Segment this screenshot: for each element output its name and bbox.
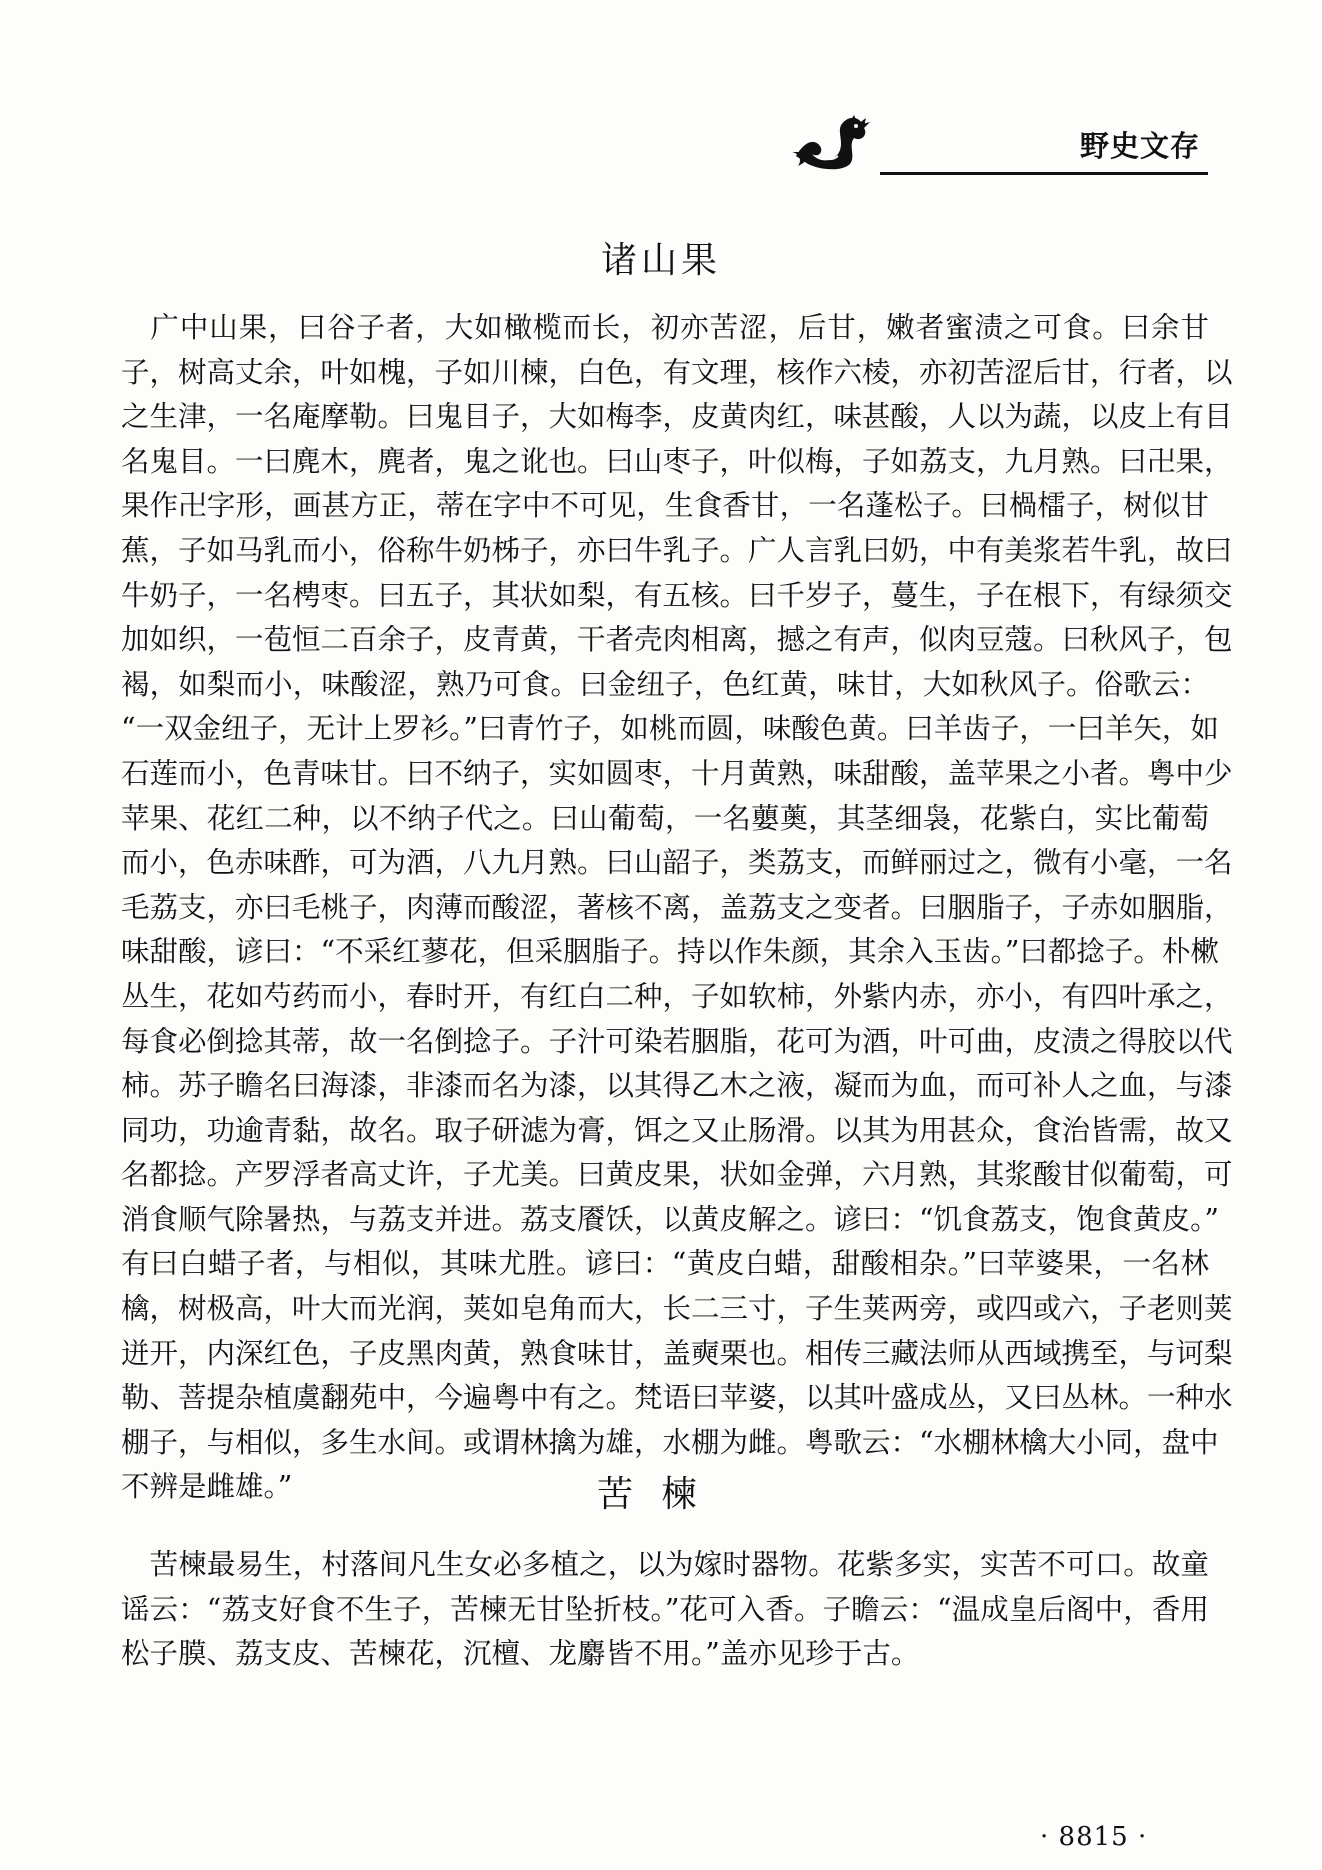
text-line: 味甜酸，谚曰：“不采红蓼花，但采胭脂子。持以作朱颜，其余入玉齿。”曰都捻子。朴樕: [121, 935, 1219, 969]
text-line: 之生津，一名庵摩勒。曰鬼目子，大如梅李，皮黄肉红，味甚酸，人以为蔬，以皮上有目: [121, 400, 1233, 434]
text-line: 加如织，一苞恒二百余子，皮青黄，干者壳肉相离，撼之有声，似肉豆蔻。曰秋风子，包: [121, 623, 1233, 657]
section-title: 诸山果: [600, 240, 721, 281]
text-line: 果作卍字形，画甚方正，蒂在字中不可见，生食香甘，一名蓬松子。曰楇檑子，树似甘: [121, 489, 1209, 523]
text-line: 檎，树极高，叶大而光润，荚如皂角而大，长二三寸，子生荚两旁，或四或六，子老则荚: [121, 1292, 1233, 1326]
text-line: 迸开，内深红色，子皮黑肉黄，熟食味甘，盖奭栗也。相传三藏法师从西域携至，与诃梨: [121, 1336, 1233, 1370]
text-line: 谣云：“荔支好食不生子，苦楝无甘坠折枝。”花可入香。子瞻云：“温成皇后阁中，香用: [121, 1592, 1209, 1626]
page-number: · 8815 ·: [1040, 1822, 1148, 1852]
text-line: 有曰白蜡子者，与相似，其味尤胜。谚曰：“黄皮白蜡，甜酸相杂。”曰苹婆果，一名林: [121, 1247, 1209, 1281]
text-line: 广中山果，曰谷子者，大如橄榄而长，初亦苦涩，后甘，嫩者蜜渍之可食。曰余甘: [121, 311, 1209, 344]
text-line: 柿。苏子瞻名曰海漆，非漆而名为漆，以其得乙木之液，凝而为血，而可补人之血，与漆: [121, 1069, 1233, 1103]
dragon-emblem-icon: [790, 112, 876, 172]
text-line: 名都捻。产罗浮者高丈许，子尤美。曰黄皮果，状如金弹，六月熟，其浆酸甘似葡萄，可: [121, 1158, 1233, 1192]
header-rule: [880, 172, 1208, 175]
text-line: 勒、菩提杂植虞翻苑中，今遍粤中有之。梵语曰苹婆，以其叶盛成丛，又曰丛林。一种水: [121, 1381, 1233, 1415]
text-line: 牛奶子，一名梬枣。曰五子，其状如梨，有五核。曰千岁子，蔓生，子在根下，有绿须交: [121, 578, 1233, 612]
text-line: 蕉，子如马乳而小，俗称牛奶柹子，亦曰牛乳子。广人言乳曰奶，中有美浆若牛乳，故曰: [121, 533, 1233, 567]
text-line: 苦楝最易生，村落间凡生女必多植之，以为嫁时器物。花紫多实，实苦不可口。故童: [121, 1548, 1209, 1581]
text-line: 子，树高丈余，叶如槐，子如川楝，白色，有文理，核作六棱，亦初苦涩后甘，行者，以: [121, 355, 1233, 389]
text-line: 每食必倒捻其蒂，故一名倒捻子。子汁可染若胭脂，花可为酒，叶可曲，皮渍之得胶以代: [121, 1024, 1233, 1058]
text-line: 名鬼目。一曰麂木，麂者，鬼之讹也。曰山枣子，叶似梅，子如荔支，九月熟。曰卍果，: [121, 444, 1233, 478]
text-line: 不辨是雌雄。”: [121, 1470, 293, 1504]
text-line: 毛荔支，亦曰毛桃子，肉薄而酸涩，著核不离，盖荔支之变者。曰胭脂子，子赤如胭脂，: [121, 890, 1233, 924]
text-line: 苹果、花红二种，以不纳子代之。曰山葡萄，一名蘡薁，其茎细袅，花紫白，实比葡萄: [121, 801, 1209, 835]
text-line: 丛生，花如芍药而小，春时开，有红白二种，子如软柿，外紫内赤，亦小，有四叶承之，: [121, 979, 1233, 1013]
text-line: 同功，功逾青黏，故名。取子研滤为膏，饵之又止肠滑。以其为用甚众，食治皆需，故又: [121, 1113, 1233, 1147]
text-line: 褐，如梨而小，味酸涩，熟乃可食。曰金纽子，色红黄，味甘，大如秋风子。俗歌云：: [121, 667, 1209, 701]
text-line: “一双金纽子，无计上罗衫。”曰青竹子，如桃而圆，味酸色黄。曰羊齿子，一曰羊矢，如: [121, 712, 1219, 746]
section-paragraph: [121, 306, 1233, 1510]
section-title: 苦楝: [596, 1474, 725, 1515]
section-paragraph: [121, 1543, 1209, 1677]
text-line: 松子膜、荔支皮、苦楝花，沉檀、龙麝皆不用。”盖亦见珍于古。: [121, 1637, 920, 1671]
text-line: 而小，色赤味酢，可为酒，八九月熟。曰山韶子，类荔支，而鲜丽过之，微有小毫，一名: [121, 846, 1233, 880]
text-line: 消食顺气除暑热，与荔支并进。荔支餍饫，以黄皮解之。谚曰：“饥食荔支，饱食黄皮。”: [121, 1202, 1219, 1236]
text-line: 棚子，与相似，多生水间。或谓林擒为雄，水棚为雌。粤歌云：“水棚林檎大小同，盘中: [121, 1425, 1219, 1459]
running-header: [790, 112, 1208, 174]
text-line: 石莲而小，色青味甘。曰不纳子，实如圆枣，十月黄熟，味甜酸，盖苹果之小者。粤中少: [121, 756, 1233, 790]
series-title: 野史文存: [1079, 129, 1200, 163]
